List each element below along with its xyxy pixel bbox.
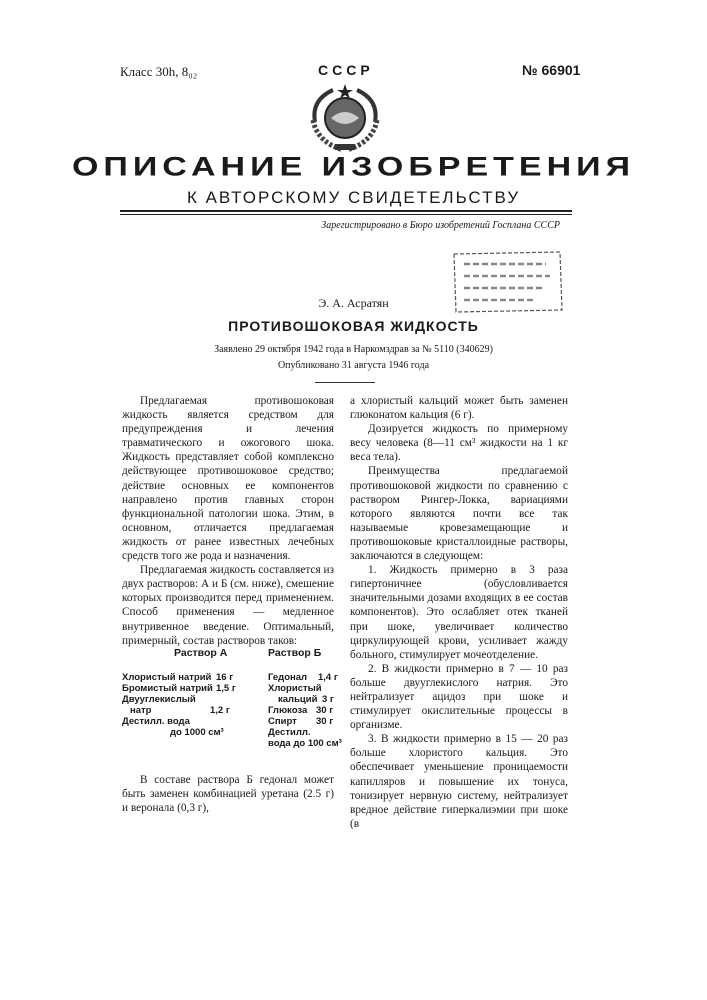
- a-name: натр: [130, 705, 152, 716]
- b-amount: 30 г: [316, 716, 334, 727]
- document-subtitle: К АВТОРСКОМУ СВИДЕТЕЛЬСТВУ: [186, 188, 521, 207]
- paragraph: 1. Жидкость примерно в 3 раза гипертоничнее (обусловливается значительными дозами входящих в ее состав компонентов). Это ослабляет отек тканей при шоке, увеличивает количество циркулирующей крови, усиливает жажду больного, стимулирует мочеотделение.: [350, 564, 568, 661]
- paragraph: а хлористый кальций может быть заменен глюконатом кальция (6 г).: [350, 395, 568, 422]
- b-amount: 30 г: [316, 705, 334, 716]
- filed-line: Заявлено 29 октября 1942 года в Наркомздрав за № 5110 (340629): [214, 344, 493, 355]
- country-label: СССР: [318, 62, 374, 78]
- paragraph: 2. В жидкости примерно в 7 — 10 раз больше двууглекислого натрия. Это нейтрализует ацидоз при шоке и стимулирует окислительные процессы в организме.: [350, 662, 568, 732]
- patent-title: ПРОТИВОШОКОВАЯ ЖИДКОСТЬ: [228, 318, 479, 334]
- paragraph: Дозируется жидкость по примерному весу человека (8—11 см³ жидкости на 1 кг веса тела).: [350, 423, 568, 464]
- published-line: Опубликовано 31 августа 1946 года: [277, 360, 430, 371]
- paragraph: В составе раствора Б гедонал может быть заменен комбинацией уретана (2.5 г) и веронала (0,3 г),: [122, 774, 334, 815]
- a-amount: 1,5 г: [216, 683, 236, 694]
- b-amount: 3 г: [322, 694, 334, 705]
- class-label: Класс 30h, 8₀₂: [120, 64, 198, 79]
- title-rule-thin: [120, 214, 572, 215]
- paragraph: Предлагаемая жидкость составляется из двух растворов: А и Б (см. ниже), смешение которых производится перед применением. Способ применения — медленное внутривенное введение. Оптимальный, примерный, состав растворов таков:: [122, 564, 334, 647]
- b-name: Дестилл.: [268, 727, 311, 738]
- solution-b-header: Раствор Б: [268, 647, 322, 659]
- patent-number: № 66901: [522, 62, 581, 78]
- left-column: [122, 394, 334, 648]
- a-amount: 16 г: [216, 672, 234, 683]
- right-column: [350, 394, 568, 831]
- a-name: Двууглекислый: [122, 694, 196, 705]
- paragraph: 3. В жидкости примерно в 15 — 20 раз больше хлористого кальция. Это обеспечивает уменьшение проницаемости капилляров и повышение их тонуса, тонизирует нервную систему, нейтрализует вредное действие гиперкалиэмии при шоке (в: [350, 733, 568, 830]
- a-name: Хлористый натрий: [122, 672, 212, 683]
- title-rule-thick: [120, 210, 572, 212]
- b-amount: 1,4 г: [318, 672, 338, 683]
- a-name: Бромистый натрий: [122, 683, 213, 694]
- a-amount: 1,2 г: [210, 705, 230, 716]
- author-name: Э. А. Асратян: [318, 296, 389, 310]
- a-name: Дестилл. вода: [122, 716, 190, 727]
- b-name: Спирт: [268, 716, 297, 727]
- b-name: кальций: [278, 694, 318, 705]
- paragraph: Предлагаемая противошоковая жидкость является средством для предупреждения и лечения травматического и ожогового шока. Жидкость представляет собой комплексно действующее противошоковое средство; действие основных ее компонентов направлено против главных сторон функциональной патологии шока. Этим, в основном, отличается предлагаемая жидкость от ранее известных лечебных средств того же рода и назначения.: [122, 395, 334, 563]
- registration-note: Зарегистрировано в Бюро изобретений Госплана СССР: [321, 220, 560, 231]
- left-column-continued: [122, 773, 334, 815]
- section-divider: [315, 382, 375, 383]
- state-emblem-icon: [305, 82, 385, 156]
- paragraph: Преимущества предлагаемой противошоковой жидкости по сравнению с раствором Рингер-Локка, вариациями которого являются почти все так называемые кровезамещающие и противошоковые кристаллоидные растворы, заключаются в следующем:: [350, 465, 568, 563]
- solution-a-header: Раствор А: [174, 647, 228, 659]
- b-amount: вода до 100 см³: [268, 738, 342, 749]
- a-amount: до 1000 см³: [170, 727, 224, 738]
- b-name: Хлористый: [268, 683, 322, 694]
- b-name: Глюкоза: [268, 705, 308, 716]
- b-name: Гедонал: [268, 672, 308, 683]
- document-title: ОПИСАНИЕ ИЗОБРЕТЕНИЯ: [71, 152, 636, 182]
